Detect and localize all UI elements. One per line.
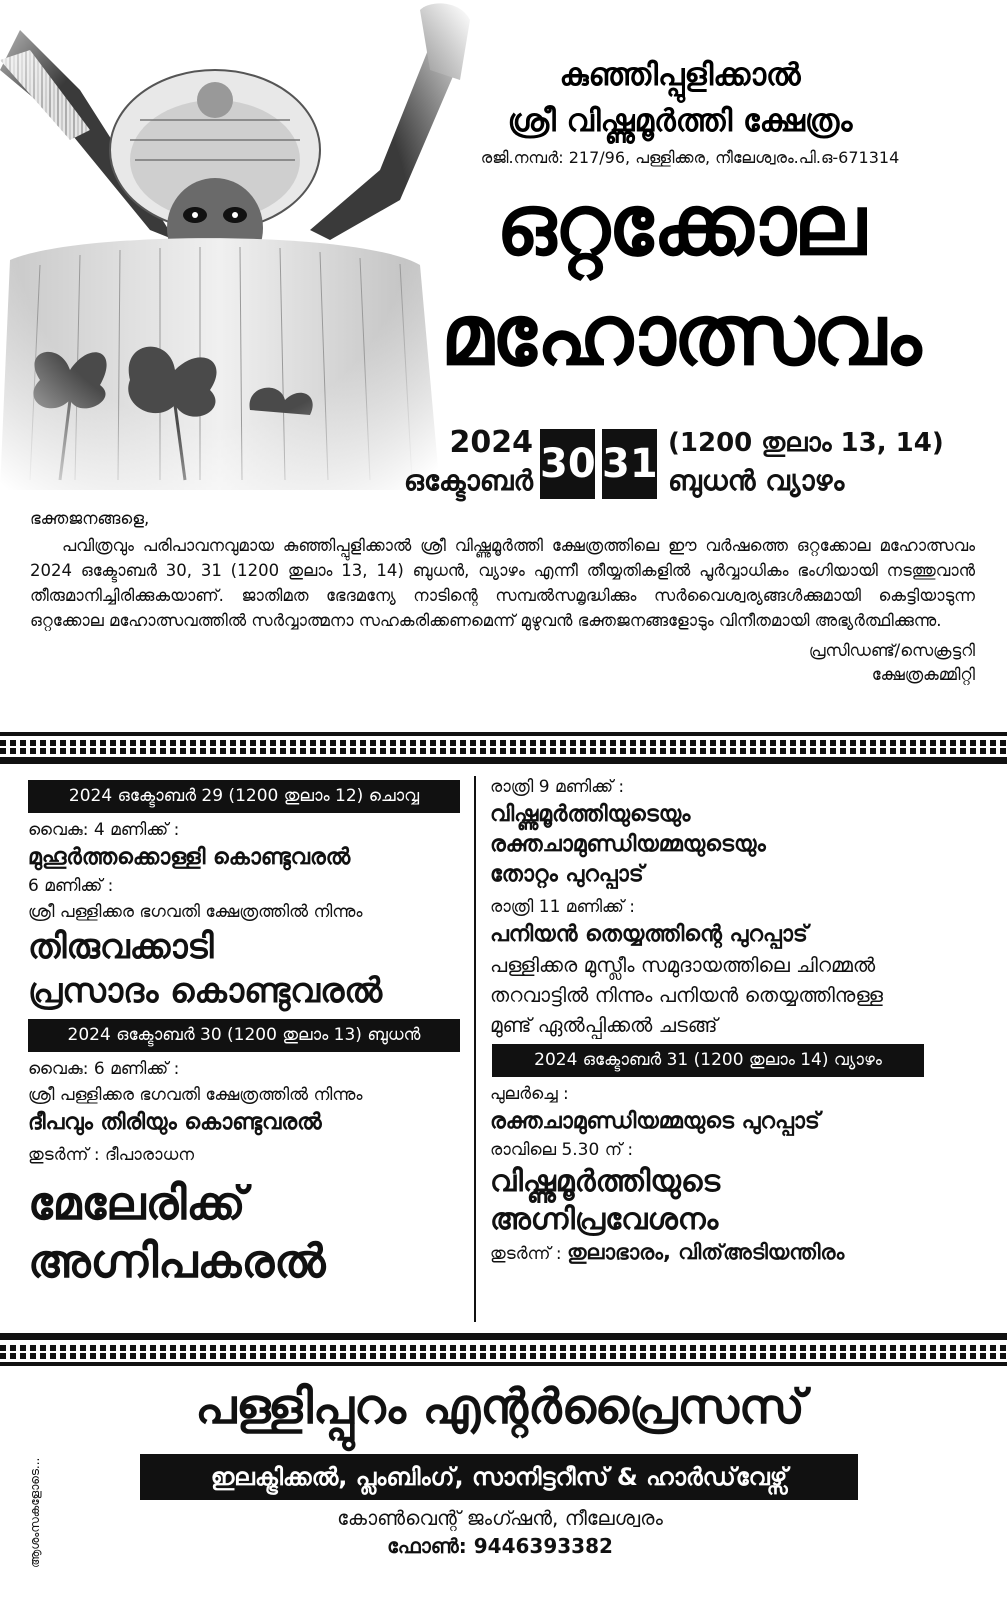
followup-label: തുടർന്ന് : <box>490 1244 562 1264</box>
event-title-large: അഗ്നിപ്രവേശനം <box>490 1202 719 1237</box>
festival-day-30: 30 <box>540 429 595 499</box>
temple-name-line1: കുഞ്ഞിപ്പുളിക്കാൽ <box>559 57 801 93</box>
event-place: ശ്രീ പള്ളിക്കര ഭഗവതി ക്ഷേത്രത്തിൽ നിന്നും <box>28 902 363 922</box>
signatory: പ്രസിഡണ്ട്/സെക്രട്ടറി <box>808 641 975 660</box>
appeal-signature <box>30 639 975 687</box>
malayalam-date: (1200 തുലാം 13, 14) <box>668 428 944 458</box>
date-bar-oct-31: 2024 ഒക്ടോബർ 31 (1200 തുലാം 14) വ്യാഴം <box>492 1044 924 1077</box>
festival-title-line1: ഒറ്റക്കോല <box>496 176 864 274</box>
event-description: പള്ളിക്കര മുസ്ലീം സമുദായത്തിലെ ചിറമ്മൽ <box>490 953 876 977</box>
schedule-right-column <box>490 774 970 1267</box>
event-title-large: പ്രസാദം കൊണ്ടുവരൽ <box>28 971 383 1011</box>
date-bar-oct-30: 2024 ഒക്ടോബർ 30 (1200 തുലാം 13) ബുധൻ <box>28 1019 460 1052</box>
sponsor-name: പള്ളിപ്പുറം എന്റർപ്രൈസസ് <box>195 1379 805 1435</box>
event-description: തറവാട്ടിൽ നിന്നും പനിയൻ തെയ്യത്തിനുള്ള <box>490 983 883 1007</box>
event-title: തോറ്റം പുറപ്പാട് <box>490 862 644 887</box>
decorative-border-bottom <box>0 1333 1007 1367</box>
festival-title-line2: മഹോത്സവം <box>440 286 920 384</box>
event-title: രക്തചാമുണ്ഡിയമ്മയുടെ പുറപ്പാട് <box>490 1109 820 1134</box>
festival-dates <box>370 425 1000 505</box>
time-label: 6 മണിക്ക് : <box>28 876 114 896</box>
decorative-border-top <box>0 732 1007 766</box>
temple-name <box>400 52 960 144</box>
festival-year: 2024 <box>449 425 533 460</box>
event-title: മുഹൂർത്തക്കൊള്ളി കൊണ്ടുവരൽ <box>28 845 351 870</box>
event-title: പനിയൻ തെയ്യത്തിന്റെ പുറപ്പാട് <box>490 922 808 947</box>
header <box>0 0 1007 510</box>
event-title: രക്തചാമുണ്ഡിയമ്മയുടെയും <box>490 832 766 857</box>
registration-line: രജി.നമ്പർ: 217/96, പള്ളിക്കര, നീലേശ്വരം.പി.ഒ-671314 <box>480 148 900 167</box>
sponsor-greeting: ആശംസകളോടെ... <box>28 1457 42 1568</box>
time-label: വൈകു: 4 മണിക്ക് : <box>28 820 180 840</box>
event-description: മുണ്ട് ഏൽപ്പിക്കൽ ചടങ്ങ് <box>490 1013 718 1037</box>
followup-label: തുടർന്ന് : ദീപാരാധന <box>28 1145 195 1165</box>
time-label: വൈകു: 6 മണിക്ക് : <box>28 1059 180 1079</box>
time-label: പുലർച്ചെ : <box>490 1084 569 1104</box>
committee: ക്ഷേത്രകമ്മിറ്റി <box>871 665 975 684</box>
sponsor-phone: ഫോൺ: 9446393382 <box>387 1534 613 1558</box>
event-title: ദീപവും തിരിയും കൊണ്ടുവരൽ <box>28 1110 322 1135</box>
event-title-large: വിഷ്ണുമൂർത്തിയുടെ <box>490 1164 721 1199</box>
event-title-xlarge: മേലേരിക്ക് <box>28 1176 246 1230</box>
event-title-large: തിരുവക്കാടി <box>28 927 214 967</box>
date-bar-oct-29: 2024 ഒക്ടോബർ 29 (1200 തുലാം 12) ചൊവ്വ <box>28 780 460 813</box>
schedule-left-column <box>28 780 473 1290</box>
appeal-letter <box>30 506 975 687</box>
festival-weekdays: ബുധൻ വ്യാഴം <box>668 464 845 497</box>
festival-month: ഒക്ടോബർ <box>403 464 533 497</box>
followup-event: തുലാഭാരം, വിത്അടിയന്തിരം <box>567 1240 845 1264</box>
time-label: രാത്രി 11 മണിക്ക് : <box>490 897 635 917</box>
program-schedule <box>0 770 1007 1330</box>
event-place: ശ്രീ പള്ളിക്കര ഭഗവതി ക്ഷേത്രത്തിൽ നിന്നും <box>28 1085 363 1105</box>
festival-title <box>360 170 1000 390</box>
appeal-body: പവിത്രവും പരിപാവനവുമായ കുഞ്ഞിപ്പുളിക്കാൽ ശ്രീ വിഷ്ണുമൂർത്തി ക്ഷേത്രത്തിലെ ഈ വർഷത്തെ ഒറ്റക്കോല മഹോത്സവം 2024 ഒക്ടോബർ 30, 31 (1200 തുലാം 13, 14) ബുധൻ, വ്യാഴം എന്നീ തീയ്യതികളിൽ പൂർവ്വാധികം ഭംഗിയായി നടത്തുവാൻ തീരുമാനിച്ചിരിക്കുകയാണ്. ജാതിമത ഭേദമന്യേ നാടിന്റെ സമ്പൽസമൃദ്ധിക്കും സർവൈശ്വര്യങ്ങൾക്കുമായി കെട്ടിയാടുന്ന ഒറ്റക്കോല മഹോത്സവത്തിൽ സർവ്വാത്മനാ സഹകരിക്കണമെന്ന് മുഴുവൻ ഭക്തജനങ്ങളോടും വിനീതമായി അഭ്യർത്ഥിക്കുന്നു. <box>30 536 975 630</box>
followup-note <box>490 1239 970 1267</box>
event-title: വിഷ്ണുമൂർത്തിയുടെയും <box>490 802 691 827</box>
sponsor-advertisement <box>0 1368 1007 1600</box>
column-divider <box>474 776 476 1322</box>
appeal-salutation: ഭക്തജനങ്ങളെ, <box>30 509 150 528</box>
event-title-xlarge: അഗ്നിപകരൽ <box>28 1234 326 1288</box>
sponsor-address: കോൺവെന്റ് ജംഗ്ഷൻ, നീലേശ്വരം <box>337 1506 663 1530</box>
time-label: രാവിലെ 5.30 ന് : <box>490 1140 634 1160</box>
sponsor-services: ഇലക്ട്രിക്കൽ, പ്ലംബിംഗ്, സാനിട്ടറീസ് & ഹാർഡ്‌വേഴ്സ് <box>140 1454 858 1500</box>
temple-name-line2: ശ്രീ വിഷ്ണുമൂർത്തി ക്ഷേത്രം <box>507 103 853 139</box>
time-label: രാത്രി 9 മണിക്ക് : <box>490 777 625 797</box>
festival-day-31: 31 <box>602 429 657 499</box>
